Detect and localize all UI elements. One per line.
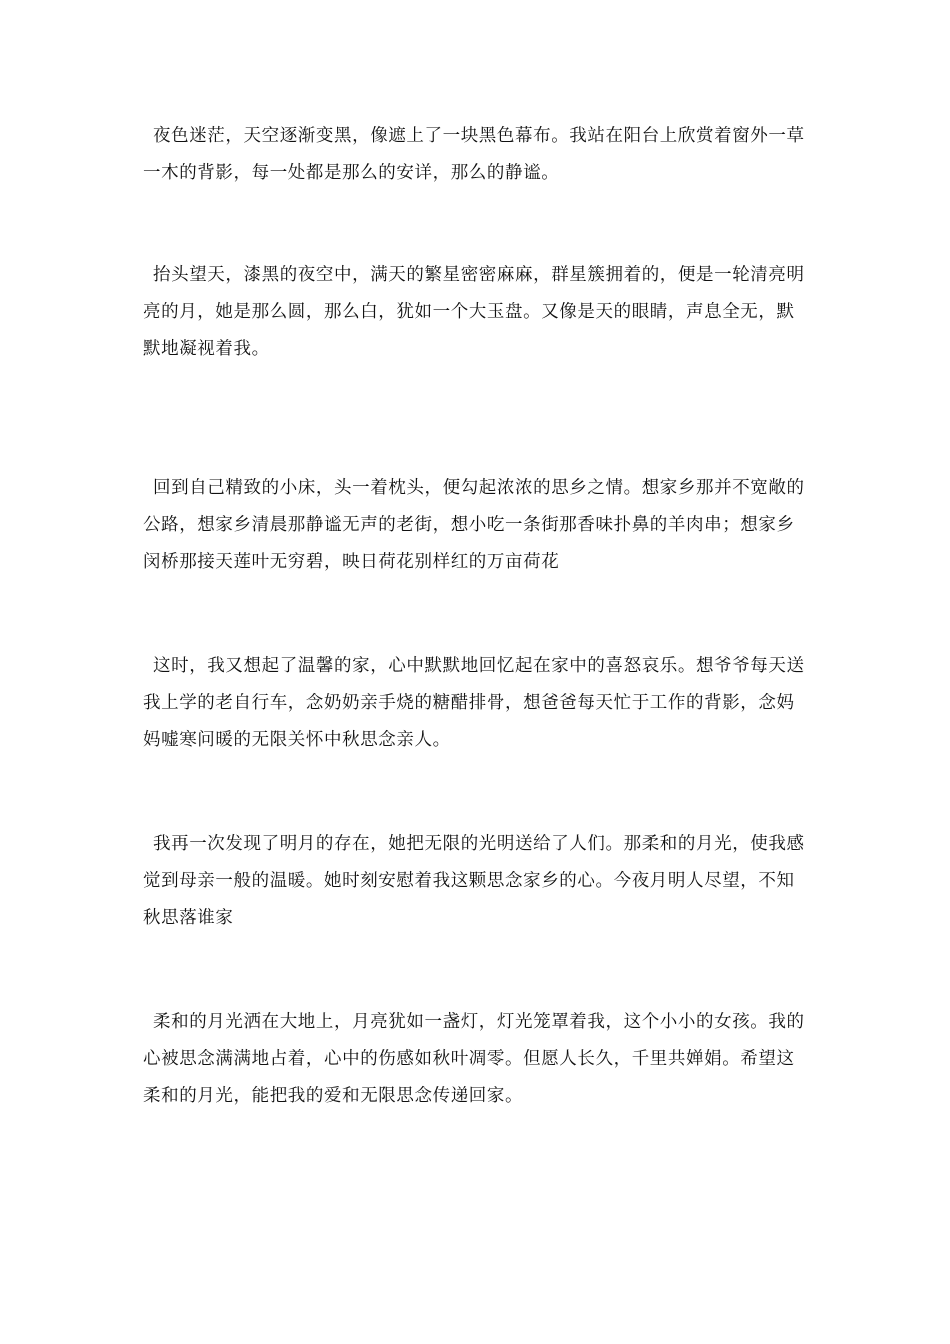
- paragraph-1: 夜色迷茫，天空逐渐变黑，像遮上了一块黑色幕布。我站在阳台上欣赏着窗外一草一木的背影，每一处都是那么的安详，那么的静谧。: [143, 126, 805, 183]
- paragraph-6: 柔和的月光洒在大地上，月亮犹如一盏灯，灯光笼罩着我，这个小小的女孩。我的心被思念满满地占着，心中的伤感如秋叶凋零。但愿人长久，千里共婵娟。希望这柔和的月光，能把我的爱和无限思念传递回家。: [143, 1012, 805, 1106]
- paragraph-3: 回到自己精致的小床，头一着枕头，便勾起浓浓的思乡之情。想家乡那并不宽敞的公路，想家乡清晨那静谧无声的老街，想小吃一条街那香味扑鼻的羊肉串；想家乡闵桥那接天莲叶无穷碧，映日荷花别样红的万亩荷花: [143, 478, 805, 572]
- paragraph-5: 我再一次发现了明月的存在，她把无限的光明送给了人们。那柔和的月光，使我感觉到母亲一般的温暖。她时刻安慰着我这颗思念家乡的心。今夜月明人尽望，不知秋思落谁家: [143, 834, 805, 928]
- paragraph-4: 这时，我又想起了温馨的家，心中默默地回忆起在家中的喜怒哀乐。想爷爷每天送我上学的老自行车，念奶奶亲手烧的糖醋排骨，想爸爸每天忙于工作的背影，念妈妈嘘寒问暖的无限关怀中秋思念亲人。: [143, 656, 805, 750]
- paragraph-2: 抬头望天，漆黑的夜空中，满天的繁星密密麻麻，群星簇拥着的，便是一轮清亮明亮的月，她是那么圆，那么白，犹如一个大玉盘。又像是天的眼睛，声息全无，默默地凝视着我。: [143, 265, 805, 359]
